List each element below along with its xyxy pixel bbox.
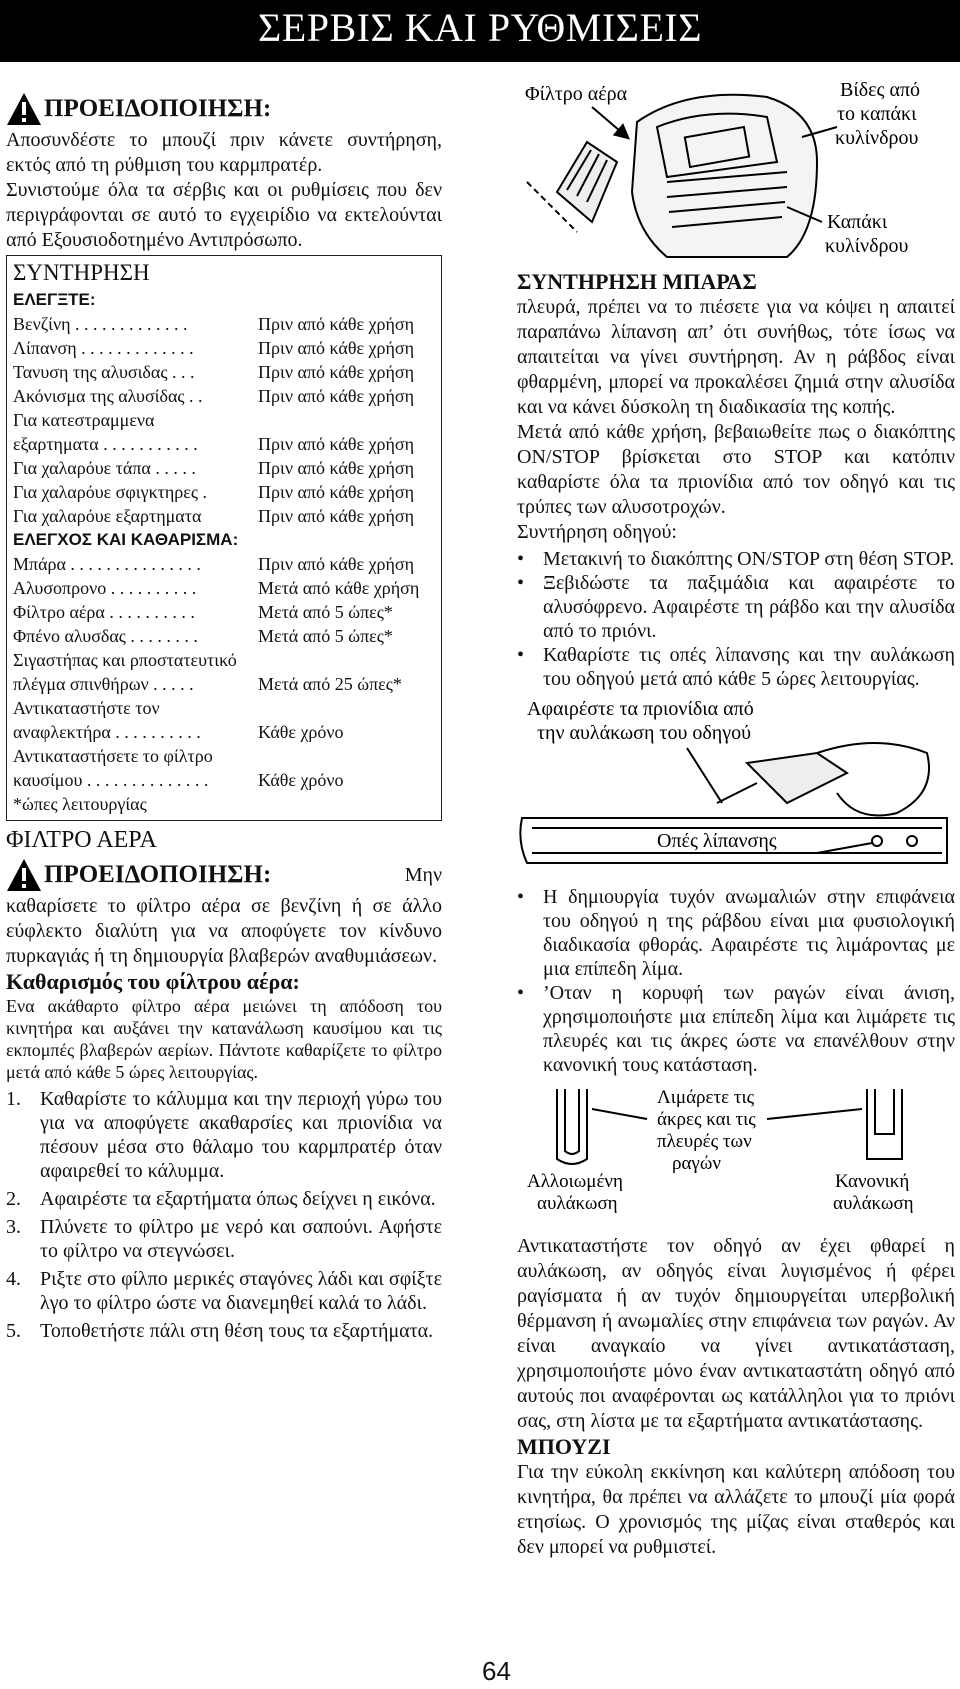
footnote: *ώπες λειτουργίας <box>13 794 147 814</box>
wear-list <box>517 885 955 1077</box>
schedule-row: πλέγμα σπινθήρων . . . . . Μετά από 25 ώπες* <box>13 674 402 694</box>
warning-text-2: καθαρίσετε το φίλτρο αέρα σε βενζίνη ή σε άλλο εύφλεκτο διαλύτη για να αποφύγετε τον κίνδυνο πυρκαγιάς ή τη δημιουργία βλαβερών αναθυμιάσεων. <box>6 895 442 967</box>
spark-plug-text: Για την εύκολη εκκίνηση και καλύτερη απόδοση του κινητήρα, θα πρέπει να αλλάζετε το μπουζί μία φορά ετησίως. Ο χρονισμός της μίζας είναι σταθερός και δεν μπορεί να ρυθμιστεί. <box>517 1461 955 1558</box>
schedule-row: Βενζίνη . . . . . . . . . . . . . Πριν από κάθε χρήση <box>13 314 415 334</box>
schedule-row: Φίλτρο αέρα . . . . . . . . . . Μετά από 5 ώπες* <box>13 602 393 622</box>
svg-text:Λιμάρετε τις: Λιμάρετε τις <box>657 1087 755 1108</box>
schedule-line: Αντικαταστήσετε το φίλτρο <box>13 746 213 766</box>
bar-maintenance-title: ΣΥΝΤΗΡΗΣΗ ΜΠΑΡΑΣ <box>517 269 757 294</box>
svg-text:Αφαιρέστε τα πριονίδια από: Αφαιρέστε τα πριονίδια από <box>527 698 754 720</box>
svg-text:αυλάκωση: αυλάκωση <box>833 1193 914 1214</box>
list-item: • Καθαρίστε τις οπές λίπανσης και την αυλάκωση του οδηγού μετά από κάθε 5 ώρες λειτουργίας. <box>517 644 955 690</box>
schedule-line: Αντικαταστήστε τον <box>13 698 160 718</box>
replace-text: Αντικαταστήστε τον οδηγό αν έχει φθαρεί η αυλάκωση, αν οδηγός είναι λυγισμένος ή φέρει ραγίσματα ή αν τυχόν δημιουργείται υπερβολική θέρμανση ή ανωμαλίες στην επιφάνεια των ραγών. Αν είναι αναγκαίο να γίνει αντικατάσταση, χρησιμοποιήστε μόνο έναν αντικαταστάτη οδηγό από αυτούς ποι αναφέρονται ως κατάλληλοι για το πριόνι σας, στη λίστα με τα εξαρτήματα αντικατάστασης. <box>517 1235 955 1432</box>
schedule-row: Λίπανση . . . . . . . . . . . . . Πριν από κάθε χρήση <box>13 338 415 358</box>
svg-text:Οπές λίπανσης: Οπές λίπανσης <box>657 830 777 852</box>
list-item: • Μετακινή το διακόπτης ON/STOP στη θέση STOP. <box>517 548 955 570</box>
air-filter-figure <box>517 82 955 262</box>
svg-text:Καπάκι: Καπάκι <box>827 211 888 233</box>
svg-text:κυλίνδρου: κυλίνδρου <box>825 235 909 257</box>
svg-text:Φίλτρο αέρα: Φίλτρο αέρα <box>525 83 628 105</box>
page-header <box>0 0 960 62</box>
schedule-row: Φπένο αλυσδας . . . . . . . . Μετά από 5 ώπες* <box>13 626 393 646</box>
schedule-line: Για κατεστραμμενα <box>13 410 155 430</box>
svg-text:πλευρές των: πλευρές των <box>657 1131 752 1152</box>
steps-list <box>6 1087 442 1343</box>
list-item: 1. Καθαρίστε το κάλυμμα και την περιοχή γύρω του για να αποφύγετε ακαθαρσίες και πριονίδια να πέσουν μέσα στο θάλαμο του καρμπρατέρ όταν αφαιρεθεί το κάλυμμα. <box>6 1088 442 1182</box>
list-item: • ’Οταν η κορυφή των ραγών είναι άνιση, χρησιμοποιήστε μια επίπεδη λίμα και λιμάρετε τις πλευρές και τις άκρες ώστε να επανέλθουν στην κανονική τους κατάσταση. <box>517 982 955 1076</box>
right-column <box>517 82 955 1560</box>
guide-bar-figure <box>517 693 955 878</box>
schedule-line: Σιγαστήπας και ρποστατευτικό <box>13 650 237 670</box>
svg-text:Αλλοιωμένη: Αλλοιωμένη <box>527 1171 623 1192</box>
schedule-row: Για χαλαρόυε σφιγκτηρες . Πριν από κάθε χρήση <box>13 482 415 502</box>
bar-text-2: Μετά από κάθε χρήση, βεβαιωθείτε πως ο διακόπτης ON/STOP βρίσκεται στο STOP και κατόπιν καθαρίστε όλα τα πριονίδια από τον οδηγό και τις τρύπες των αλυσοτροχών. <box>517 421 955 518</box>
list-item: 5. Τοποθετήστε πάλι στη θέση τους τα εξαρτήματα. <box>6 1320 434 1342</box>
clean-title: ΕΛΕΓΧΟΣ ΚΑΙ ΚΑΘΑΡΙΣΜΑ: <box>13 530 239 549</box>
warning-icon <box>6 92 42 126</box>
svg-text:αυλάκωση: αυλάκωση <box>537 1193 618 1214</box>
guide-title: Συντήρηση οδηγού: <box>517 521 677 543</box>
maintenance-box <box>6 255 442 821</box>
schedule-row: Μπάρα . . . . . . . . . . . . . . . Πριν από κάθε χρήση <box>13 554 415 574</box>
cleaning-text: Ενα ακάθαρτο φίλτρο αέρα μειώνει τη απόδοση του κινητήρα και αυξάνει την κατανάλωση καυσίμου και τις εκπομπές βλαβερών αερίων. Πάντοτε καθαρίζετε το φίλτρο μετά από κάθε 5 ώρες λειτουργίας. <box>6 996 442 1082</box>
warning-heading-2 <box>6 858 442 892</box>
list-item: • Η δημιουργία τυχόν ανωμαλιών στην επιφάνεια του οδηγού η της ράβδου είναι μια φυσιολογική διαδικασία φθοράς. Αφαιρέστε τις λιμάροντας με μια επίπεδη λίμα. <box>517 886 955 980</box>
left-column <box>6 88 442 1347</box>
groove-figure <box>517 1079 955 1229</box>
warning-text: Αποσυνδέστε το μπουζί πριν κάνετε συντήρηση, εκτός από τη ρύθμιση του καρμπρατέρ. <box>6 129 442 176</box>
cleaning-title: Καθαρισμός του φίλτρου αέρα: <box>6 969 300 994</box>
bar-text-1: πλευρά, πρέπει να το πιέσετε για να κόψει η απαιτεί παραπάνω λίπανση απ’ ότι συνήθως, τότε ίσως να απαιτείται να γίνει συντήρηση. Αν η ράβδος είναι φθαρμένη, μπορεί να προκαλέσει ζημιά στην αλυσίδα και να κάνει δύσκολη τη διαδικασία της κοπής. <box>517 296 955 418</box>
warning-tail: Μην <box>404 863 442 886</box>
list-item: 3. Πλύνετε το φίλτρο με νερό και σαπούνι. Αφήστε το φίλτρο να στεγνώσει. <box>6 1216 442 1262</box>
svg-text:κυλίνδρου: κυλίνδρου <box>835 127 919 149</box>
warning-icon <box>6 858 42 892</box>
warning-heading <box>6 92 442 126</box>
spark-plug-title: ΜΠΟΥΖΙ <box>517 1434 611 1459</box>
intro-text: Συνιστούμε όλα τα σέρβις και οι ρυθμίσεις που δεν περιγράφονται σε αυτό το εγχειρίδιο να εκτελούνται από Εξουσιοδοτημένο Αντιπρόσωπο. <box>6 179 442 251</box>
air-filter-title: ΦΙΛΤΡΟ ΑΕΡΑ <box>6 827 157 853</box>
list-item: • Ξεβιδώστε τα παξιμάδια και αφαιρέστε το αλυσόφρενο. Αφαιρέστε τη ράβδο και την αλυσίδα από το πριόνι. <box>517 572 955 642</box>
schedule-row: καυσίμου . . . . . . . . . . . . . . Κάθε χρόνο <box>13 770 344 790</box>
svg-text:την αυλάκωση του οδηγού: την αυλάκωση του οδηγού <box>537 722 751 744</box>
list-item: 2. Αφαιρέστε τα εξαρτήματα όπως δείχνει η εικόνα. <box>6 1188 436 1210</box>
schedule-row: Αλυσοπρονο . . . . . . . . . . Μετά από κάθε χρήση <box>13 578 420 598</box>
schedule-row: Για χαλαρόυε τάπα . . . . . Πριν από κάθε χρήση <box>13 458 415 478</box>
guide-list <box>517 547 955 691</box>
warning-title: ΠΡΟΕΙΔΟΠΟΙΗΣΗ: <box>44 95 272 122</box>
svg-text:ραγών: ραγών <box>672 1153 721 1174</box>
warning-title: ΠΡΟΕΙΔΟΠΟΙΗΣΗ: <box>44 861 272 888</box>
schedule-row: εξαρτηματα . . . . . . . . . . . Πριν από κάθε χρήση <box>13 434 415 454</box>
page-title: ΣΕΡΒΙΣ ΚΑΙ ΡΥΘΜΙΣΕΙΣ <box>257 5 702 50</box>
check-title: ΕΛΕΓΞΤΕ: <box>13 290 96 309</box>
svg-text:το καπάκι: το καπάκι <box>837 103 917 125</box>
schedule-row: Τανυση της αλυσιδας . . . Πριν από κάθε χρήση <box>13 362 415 382</box>
list-item: 4. Ριξτε στο φίλπο μερικές σταγόνες λάδι και σφίξτε λγο το φίλτρο ώστε να διανεμηθεί καλά το λάδι. <box>6 1268 442 1314</box>
svg-text:Κανονική: Κανονική <box>835 1171 910 1192</box>
svg-text:Βίδες από: Βίδες από <box>840 82 921 101</box>
svg-text:άκρες και τις: άκρες και τις <box>657 1109 756 1130</box>
schedule-row: αναφλεκτήρα . . . . . . . . . . Κάθε χρόνο <box>13 722 344 742</box>
schedule-row: Για χαλαρόυε εξαρτηματα Πριν από κάθε χρήση <box>13 506 415 526</box>
schedule-row: Ακόνισμα της αλυσίδας . . Πριν από κάθε χρήση <box>13 386 415 406</box>
page-number: 64 <box>482 1656 511 1686</box>
maintenance-title: ΣΥΝΤΗΡΗΣΗ <box>13 260 150 285</box>
